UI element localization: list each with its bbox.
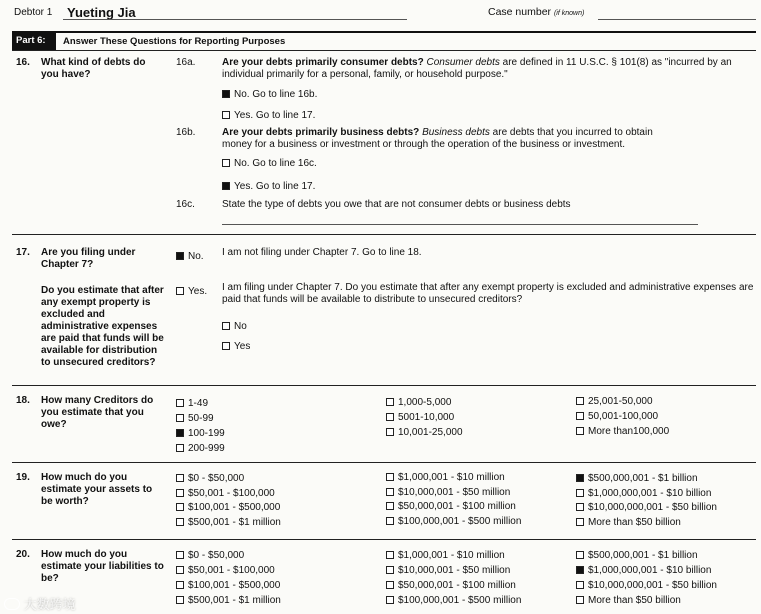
option-row[interactable]: $500,000,001 - $1 billion xyxy=(576,548,717,563)
q16c-code: 16c. xyxy=(176,199,195,210)
option-row[interactable]: $500,001 - $1 million xyxy=(176,516,281,531)
q17-subquestion: Do you estimate that after any exempt property is excluded and administrative expenses are paid that funds will be available for distribution to unsecured creditors? xyxy=(41,285,164,368)
checkbox-checked[interactable] xyxy=(222,182,230,190)
q20-col1 xyxy=(176,548,281,608)
q17-no-option[interactable]: No. xyxy=(176,251,204,262)
option-row[interactable]: $10,000,000,001 - $50 billion xyxy=(576,578,717,593)
checkbox[interactable] xyxy=(222,322,230,330)
q17-sub-no-option[interactable]: No xyxy=(222,321,247,332)
option-row[interactable]: $50,001 - $100,000 xyxy=(176,563,281,578)
q16-number: 16. xyxy=(16,57,30,68)
q17-number: 17. xyxy=(16,247,30,258)
q16b-yes-option[interactable]: Yes. Go to line 17. xyxy=(222,181,315,192)
q16-title: What kind of debts do you have? xyxy=(41,57,146,80)
checkbox[interactable] xyxy=(222,111,230,119)
q19-title: How much do you estimate your assets to be worth? xyxy=(41,472,153,507)
q16c-answer-field[interactable] xyxy=(222,224,698,225)
q16a-no-option[interactable]: No. Go to line 16b. xyxy=(222,89,317,100)
q19-col2 xyxy=(386,471,521,529)
option-row[interactable]: $50,001 - $100,000 xyxy=(176,487,281,502)
checkbox-checked[interactable] xyxy=(222,90,230,98)
checkbox[interactable] xyxy=(222,342,230,350)
q18-col1 xyxy=(176,396,225,456)
option-row[interactable]: $10,000,000,001 - $50 billion xyxy=(576,501,717,516)
q18-title: How many Creditors do you estimate that you owe? xyxy=(41,395,154,430)
checkbox[interactable] xyxy=(176,287,184,295)
option-row[interactable]: $1,000,000,001 - $10 billion xyxy=(576,487,717,502)
option-row[interactable]: 1-49 xyxy=(176,396,225,411)
case-number-field[interactable] xyxy=(598,19,756,20)
q17-no-text: I am not filing under Chapter 7. Go to line 18. xyxy=(222,247,422,258)
q16a-code: 16a. xyxy=(176,57,196,68)
case-number-label: Case number (if known) xyxy=(488,6,585,18)
q17-yes-text: I am filing under Chapter 7. Do you estimate that after any exempt property is excluded and administrative expenses are paid that funds will be available to distribute to unsecured creditors? xyxy=(222,282,754,305)
q19-col3 xyxy=(576,472,717,530)
watermark-logo-icon xyxy=(4,598,20,610)
debtor-name-line xyxy=(63,19,407,20)
option-row[interactable]: $500,000,001 - $1 billion xyxy=(576,472,717,487)
option-row[interactable]: 50,001-100,000 xyxy=(576,409,669,424)
part-title: Answer These Questions for Reporting Purposes xyxy=(63,36,286,47)
option-row[interactable]: 100-199 xyxy=(176,426,225,441)
q20-col3 xyxy=(576,548,717,608)
option-row[interactable]: 5001-10,000 xyxy=(386,410,463,425)
option-row[interactable]: $0 - $50,000 xyxy=(176,472,281,487)
option-row[interactable]: $100,000,001 - $500 million xyxy=(386,515,521,530)
option-row[interactable]: 200-999 xyxy=(176,441,225,456)
option-row[interactable]: $50,000,001 - $100 million xyxy=(386,578,521,593)
option-row[interactable]: $100,000,001 - $500 million xyxy=(386,593,521,608)
option-row[interactable]: 10,001-25,000 xyxy=(386,425,463,440)
option-row[interactable]: 50-99 xyxy=(176,411,225,426)
option-row[interactable]: $10,000,001 - $50 million xyxy=(386,563,521,578)
q20-col2 xyxy=(386,548,521,608)
option-row[interactable]: $500,001 - $1 million xyxy=(176,593,281,608)
q16b-code: 16b. xyxy=(176,127,196,138)
option-row[interactable]: 25,001-50,000 xyxy=(576,394,669,409)
q17-yes-option[interactable]: Yes. xyxy=(176,286,207,297)
q16a-yes-option[interactable]: Yes. Go to line 17. xyxy=(222,110,315,121)
option-row[interactable]: $1,000,001 - $10 million xyxy=(386,548,521,563)
q18-col3 xyxy=(576,394,669,439)
q16c-question: State the type of debts you owe that are not consumer debts or business debts xyxy=(222,199,571,210)
option-row[interactable]: $1,000,000,001 - $10 billion xyxy=(576,563,717,578)
debtor-label: Debtor 1 xyxy=(14,7,53,18)
q20-title: How much do you estimate your liabilities to be? xyxy=(41,549,164,584)
q16b-no-option[interactable]: No. Go to line 16c. xyxy=(222,158,317,169)
option-row[interactable]: More than $50 billion xyxy=(576,516,717,531)
checkbox[interactable] xyxy=(222,159,230,167)
option-row[interactable]: $100,001 - $500,000 xyxy=(176,501,281,516)
option-row[interactable]: More than $50 billion xyxy=(576,593,717,608)
q19-col1 xyxy=(176,472,281,530)
option-row[interactable]: More than100,000 xyxy=(576,424,669,439)
q20-number: 20. xyxy=(16,549,30,560)
option-row[interactable]: $100,001 - $500,000 xyxy=(176,578,281,593)
option-row[interactable]: $10,000,001 - $50 million xyxy=(386,486,521,501)
q17-sub-yes-option[interactable]: Yes xyxy=(222,341,250,352)
part-label: Part 6: xyxy=(12,32,56,50)
q17-title: Are you filing under Chapter 7? xyxy=(41,247,136,270)
checkbox-checked[interactable] xyxy=(176,252,184,260)
q16a-question: Are your debts primarily consumer debts? Consumer debts are defined in 11 U.S.C. § 101(8) as "incurred by an individual primarily for a personal, family, or household purpose." xyxy=(222,57,732,80)
q18-number: 18. xyxy=(16,395,30,406)
option-row[interactable]: 1,000-5,000 xyxy=(386,395,463,410)
q18-col2 xyxy=(386,395,463,440)
option-row[interactable]: $50,000,001 - $100 million xyxy=(386,500,521,515)
watermark: 大数跨境 xyxy=(4,594,76,613)
q19-number: 19. xyxy=(16,472,30,483)
option-row[interactable]: $0 - $50,000 xyxy=(176,548,281,563)
debtor-name: Yueting Jia xyxy=(67,5,136,20)
option-row[interactable]: $1,000,001 - $10 million xyxy=(386,471,521,486)
q16b-question: Are your debts primarily business debts? Business debts are debts that you incurred to obtain money for a business or investment or through the operation of the business or investment. xyxy=(222,127,653,150)
